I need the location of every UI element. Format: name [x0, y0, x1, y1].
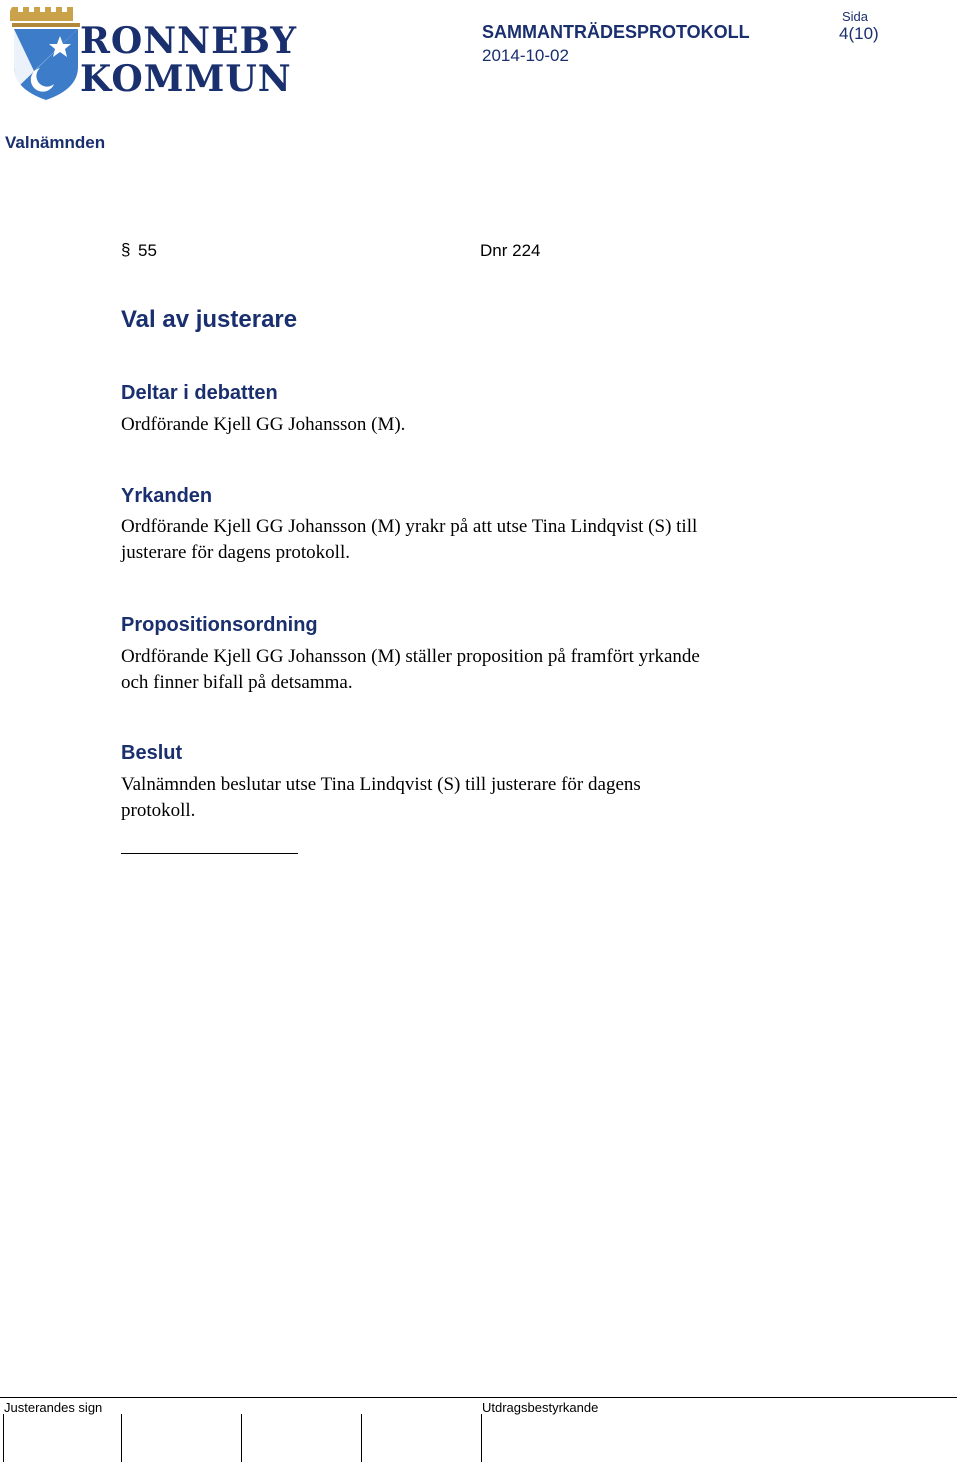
document-date: 2014-10-02	[482, 46, 569, 65]
heading-beslut: Beslut	[121, 742, 183, 764]
text-line: protokoll.	[121, 800, 196, 821]
signature-box-divider	[121, 1414, 122, 1462]
paragraph-number: 55	[138, 241, 157, 260]
page-label: Sida	[842, 9, 869, 24]
heading-yrkanden: Yrkanden	[121, 485, 213, 507]
footer-divider	[0, 1397, 957, 1398]
text-beslut	[121, 772, 841, 824]
document-type: SAMMANTRÄDESPROTOKOLL	[482, 22, 750, 42]
heading-deltar: Deltar i debatten	[121, 382, 278, 404]
diary-number: Dnr 224	[480, 241, 541, 260]
signature-box-divider	[241, 1414, 242, 1462]
text-line: Ordförande Kjell GG Johansson (M).	[121, 414, 406, 435]
text-deltar	[121, 412, 841, 438]
municipality-logo	[10, 4, 298, 104]
text-line: Ordförande Kjell GG Johansson (M) yrakr på att utse Tina Lindqvist (S) till	[121, 516, 698, 537]
footer-sign-label: Justerandes sign	[4, 1400, 103, 1415]
end-divider	[121, 853, 298, 854]
footer-extract-label: Utdragsbestyrkande	[482, 1400, 599, 1415]
page-title: Val av justerare	[121, 306, 298, 333]
logo-wordmark-line1: RONNEBY	[80, 20, 298, 62]
text-line: och finner bifall på detsamma.	[121, 672, 353, 693]
text-propositionsordning	[121, 644, 841, 696]
page-number: 4(10)	[839, 24, 879, 43]
board-name: Valnämnden	[5, 133, 106, 152]
signature-box-divider	[3, 1414, 4, 1462]
text-line: Valnämnden beslutar utse Tina Lindqvist (S) till justerare för dagens	[121, 774, 641, 795]
text-line: justerare för dagens protokoll.	[121, 542, 350, 563]
signature-box-divider	[481, 1414, 482, 1462]
text-line: Ordförande Kjell GG Johansson (M) ställer proposition på framfört yrkande	[121, 646, 700, 667]
text-yrkanden	[121, 514, 841, 566]
logo-wordmark-line2: KOMMUN	[80, 58, 292, 100]
paragraph-sign: §	[121, 240, 131, 259]
signature-box-divider	[361, 1414, 362, 1462]
heading-propositionsordning: Propositionsordning	[121, 614, 318, 636]
